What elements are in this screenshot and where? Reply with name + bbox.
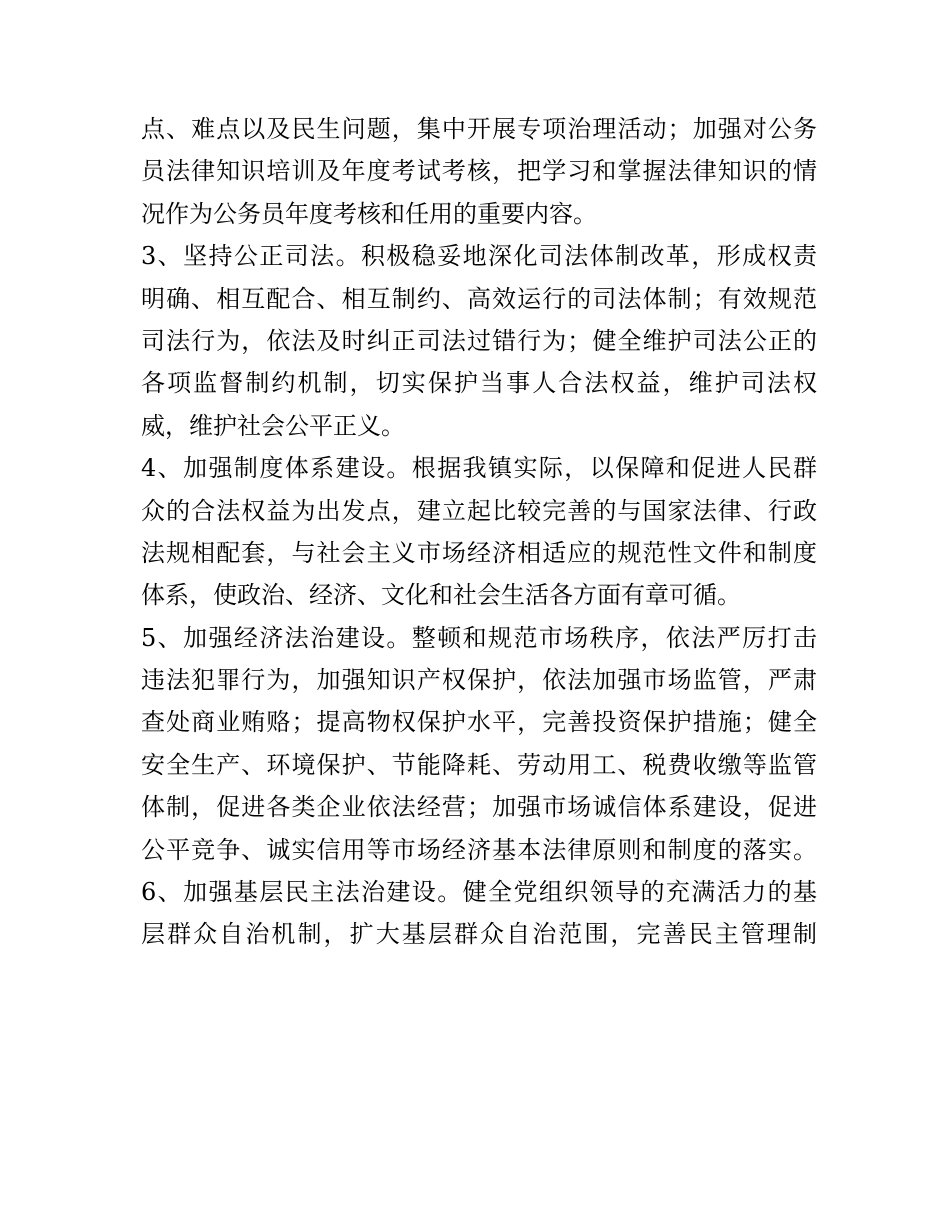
- text-line: 各项监督制约机制，切实保护当事人合法权益，维护司法权: [141, 369, 817, 398]
- text-line: 明确、相互配合、相互制约、高效运行的司法体制；有效规范: [141, 284, 817, 313]
- text-line: 司法行为，依法及时纠正司法过错行为；健全维护司法公正的: [141, 326, 817, 355]
- text-line: 体系，使政治、经济、文化和社会生活各方面有章可循。: [141, 581, 741, 610]
- text-line: 点、难点以及民生问题，集中开展专项治理活动；加强对公务: [141, 115, 817, 143]
- document-body: [141, 108, 817, 956]
- text-line: 5、加强经济法治建设。整顿和规范市场秩序，依法严厉打击: [141, 623, 817, 652]
- text-line: 威，维护社会公平正义。: [141, 411, 405, 440]
- text-line: 违法犯罪行为，加强知识产权保护，依法加强市场监管，严肃: [141, 666, 817, 695]
- text-line: 3、坚持公正司法。积极稳妥地深化司法体制改革，形成权责: [141, 242, 817, 271]
- text-line: 4、加强制度体系建设。根据我镇实际，以保障和促进人民群: [141, 454, 817, 483]
- text-line: 法规相配套，与社会主义市场经济相适应的规范性文件和制度: [141, 538, 817, 567]
- text-line: 6、加强基层民主法治建设。健全党组织领导的充满活力的基: [141, 878, 817, 907]
- text-line: 查处商业贿赂；提高物权保护水平，完善投资保护措施；健全: [141, 708, 817, 737]
- text-line: 体制，促进各类企业依法经营；加强市场诚信体系建设，促进: [141, 793, 817, 822]
- text-line: 员法律知识培训及年度考试考核，把学习和掌握法律知识的情: [141, 157, 817, 186]
- text-line: 安全生产、环境保护、节能降耗、劳动用工、税费收缴等监管: [141, 750, 817, 779]
- text-line: 公平竞争、诚实信用等市场经济基本法律原则和制度的落实。: [141, 835, 817, 864]
- text-line: 层群众自治机制，扩大基层群众自治范围，完善民主管理制: [141, 920, 817, 949]
- text-line: 众的合法权益为出发点，建立起比较完善的与国家法律、行政: [141, 496, 817, 525]
- text-line: 况作为公务员年度考核和任用的重要内容。: [141, 199, 597, 228]
